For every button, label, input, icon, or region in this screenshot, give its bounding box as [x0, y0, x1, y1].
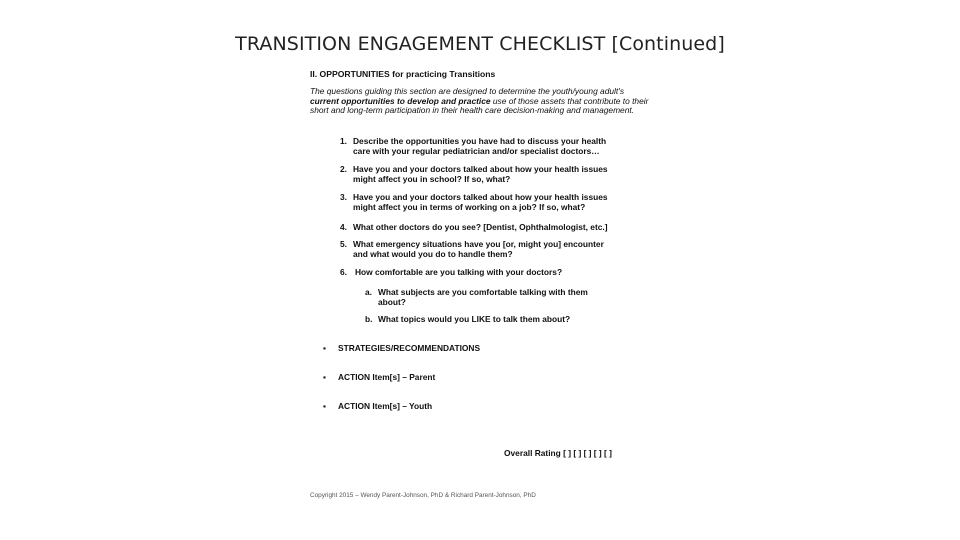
- question-number: 1.: [340, 136, 347, 146]
- question-line-2: might affect you in terms of working on a job? If so, what?: [353, 202, 586, 212]
- question-line-1: What emergency situations have you [or, might you] encounter: [353, 239, 604, 249]
- bullet-label: STRATEGIES/RECOMMENDATIONS: [338, 343, 481, 353]
- question-line-1: How comfortable are you talking with your doctors?: [355, 267, 563, 277]
- copyright-notice: Copyright 2015 – Wendy Parent-Johnson, PhD & Richard Parent-Johnson, PhD: [310, 492, 536, 499]
- question-line-2: care with your regular pediatrician and/or specialist doctors…: [353, 146, 600, 156]
- subquestion-letter: a.: [365, 287, 372, 297]
- bullet-icon: ▪: [323, 372, 326, 382]
- section-heading: II. OPPORTUNITIES for practicing Transitions: [310, 69, 496, 79]
- question-line-2: and what would you do to handle them?: [353, 249, 513, 259]
- question-number: 4.: [340, 222, 347, 232]
- slide-title: TRANSITION ENGAGEMENT CHECKLIST [Continued]: [235, 33, 725, 55]
- bullet-label: ACTION Item[s] – Parent: [338, 372, 436, 382]
- question-number: 5.: [340, 239, 347, 249]
- question-line-1: Have you and your doctors talked about how your health issues: [353, 192, 608, 202]
- question-number: 2.: [340, 164, 347, 174]
- question-number: 3.: [340, 192, 347, 202]
- subquestion-letter: b.: [365, 314, 373, 324]
- bullet-label: ACTION Item[s] – Youth: [338, 401, 433, 411]
- overall-rating: Overall Rating [ ] [ ] [ ] [ ] [ ]: [504, 448, 612, 458]
- bullet-icon: ▪: [323, 343, 326, 353]
- question-number: 6.: [340, 267, 347, 277]
- intro-emphasis: current opportunities to develop and practice: [310, 95, 491, 106]
- question-line-2: might affect you in school? If so, what?: [353, 174, 511, 184]
- intro-text-start: The questions guiding this section are designed to determine the youth/young adult's: [310, 86, 625, 96]
- question-line-1: Have you and your doctors talked about how your health issues: [353, 164, 608, 174]
- subquestion-line-2: about?: [378, 297, 406, 307]
- section-intro: [310, 87, 650, 116]
- question-line-1: Describe the opportunities you have had to discuss your health: [353, 136, 607, 146]
- subquestion-line-1: What subjects are you comfortable talking with them: [378, 287, 588, 297]
- intro-text-end: use of those assets that contribute to their short and long-term participation in their health care decision-making and management.: [310, 95, 649, 115]
- subquestion-line-1: What topics would you LIKE to talk them about?: [378, 314, 571, 324]
- question-line-1: What other doctors do you see? [Dentist, Ophthalmologist, etc.]: [353, 222, 608, 232]
- bullet-icon: ▪: [323, 401, 326, 411]
